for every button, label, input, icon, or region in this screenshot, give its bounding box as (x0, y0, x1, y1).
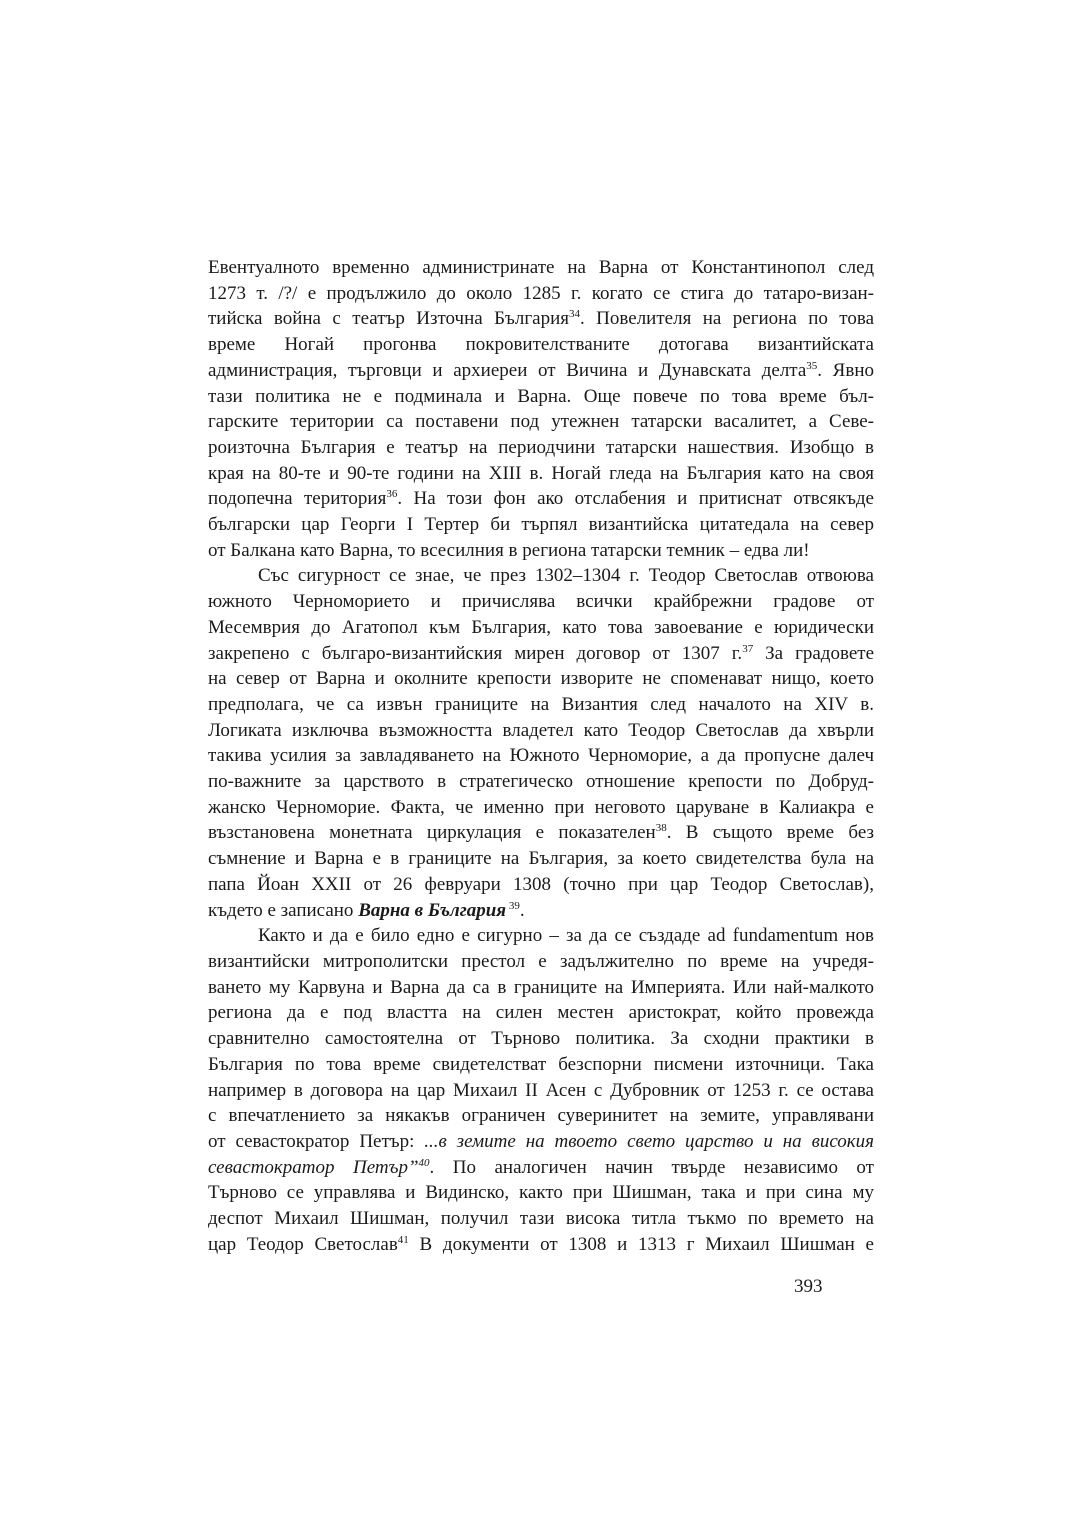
text-line (208, 255, 874, 281)
text-segment: тази политика не е подминала и Варна. Още повече по това време бъл- (208, 385, 874, 407)
text-line (208, 1129, 874, 1155)
text-segment: Месемврия до Агатопол към България, като това завоевание е юридически (208, 616, 874, 638)
text-line (208, 1155, 874, 1181)
text-line (208, 384, 874, 410)
text-line (208, 563, 874, 589)
text-segment: по-важните за царството в стратегическо отношение крепости по Добруд- (208, 771, 874, 793)
text-line (208, 743, 874, 769)
text-line (208, 949, 874, 975)
text-line (208, 1206, 874, 1232)
page-number: 393 (794, 1276, 823, 1297)
text-segment: закрепено с българо-византийския мирен договор от 1307 г. (208, 642, 743, 664)
emphasized-text: ...в земите на твоето свето царство и на високия (424, 1130, 874, 1152)
text-segment: . (519, 899, 525, 921)
footnote-reference: 39 (506, 899, 520, 912)
text-segment: В документи от 1308 и 1313 г Михаил Шишман е (408, 1233, 874, 1255)
text-segment: Със сигурност се знае, че през 1302–1304 г. Теодор Светослав отвоюва (258, 565, 874, 587)
text-line (208, 795, 874, 821)
text-segment: например в договора на цар Михаил II Асен с Дубровник от 1253 г. се остава (208, 1079, 874, 1101)
text-segment: България по това време свидетелстват безспорни писмени източници. Така (208, 1053, 874, 1075)
text-segment: . Явно (817, 359, 874, 381)
text-line (208, 769, 874, 795)
text-segment: от севастократор Петър: (208, 1130, 425, 1152)
text-segment: предполага, че са извън границите на Византия след началото на XIV в. (208, 693, 874, 715)
emphasized-text: Варна в България (358, 899, 507, 921)
body-text (208, 255, 874, 1257)
text-segment: възстановена монетната циркулация е показателен (208, 822, 656, 844)
text-line (208, 306, 874, 332)
text-line (208, 486, 874, 512)
text-line (208, 1103, 874, 1129)
text-line (208, 409, 874, 435)
text-line (208, 1026, 874, 1052)
text-segment: региона да е под властта на силен местен аристократ, който провежда (208, 1002, 874, 1024)
text-segment: време Ногай прогонва покровителстваните дотогава византийската (208, 334, 874, 356)
paragraph (208, 563, 874, 923)
text-segment: . По аналогичен начин твърде независимо от (429, 1156, 874, 1178)
paragraph (208, 923, 874, 1257)
text-segment: византийски митрополитски престол е задължително по време на учредя- (208, 950, 874, 972)
footnote-reference: 34 (569, 308, 580, 321)
text-segment: Както и да е било едно е сигурно – за да се създаде ad fundamentum нов (258, 925, 874, 947)
emphasized-text: севастократор Петър” (208, 1156, 419, 1178)
text-segment: края на 80-те и 90-те години на XIII в. Ногай гледа на България като на своя (208, 462, 874, 484)
text-segment: подопечна територия (208, 488, 387, 510)
text-line (208, 1000, 874, 1026)
text-line (208, 820, 874, 846)
text-segment: . Повелителя на региона по това (580, 308, 875, 330)
text-segment: гарските територии са поставени под утежнен татарски васалитет, а Севе- (208, 411, 874, 433)
text-segment: български цар Георги I Тертер би търпял византийска цитатедала на север (208, 514, 874, 536)
text-segment: тийска война с театър Източна България (208, 308, 569, 330)
text-segment: съмнение и Варна е в границите на България, за което свидетелства була на (208, 848, 874, 870)
text-line (208, 923, 874, 949)
text-segment: от Балкана като Варна, то всесилния в региона татарски темник – едва ли! (208, 539, 810, 561)
text-line (208, 589, 874, 615)
text-line (208, 461, 874, 487)
text-line (208, 975, 874, 1001)
text-segment: Евентуалното временно администринате на Варна от Константинопол след (208, 257, 874, 278)
text-line (208, 512, 874, 538)
footnote-reference: 41 (397, 1233, 409, 1246)
text-line (208, 538, 874, 564)
footnote-reference: 40 (418, 1156, 430, 1169)
text-segment: цар Теодор Светослав (208, 1233, 398, 1255)
text-line (208, 641, 874, 667)
text-segment: ването му Карвуна и Варна да са в границите на Империята. Или най-малкото (208, 976, 874, 998)
paragraph (208, 255, 874, 563)
text-segment: с впечатлението за някакъв ограничен суверинитет на земите, управлявани (208, 1105, 874, 1127)
footnote-reference: 38 (655, 822, 667, 835)
text-segment: Търново се управлява и Видинско, както при Шишман, така и при сина му (208, 1182, 874, 1204)
text-segment: жанско Черноморие. Факта, че именно при неговото царуване в Калиакра е (208, 796, 874, 818)
text-segment: сравнително самостоятелна от Търново политика. За сходни практики в (208, 1028, 874, 1050)
text-segment: 1273 т. /?/ е продължило до около 1285 г. когато се стига до татаро-визан- (208, 282, 874, 304)
text-line (208, 281, 874, 307)
text-line (208, 1052, 874, 1078)
footnote-reference: 35 (806, 359, 818, 372)
text-segment: За градовете (753, 642, 875, 664)
footnote-reference: 37 (742, 642, 754, 655)
text-line (208, 615, 874, 641)
text-segment: папа Йоан XXII от 26 февруари 1308 (точно при цар Теодор Светослав), (208, 873, 874, 895)
footnote-reference: 36 (386, 488, 398, 501)
text-line (208, 358, 874, 384)
text-line (208, 1232, 874, 1258)
text-segment: където е записано (208, 899, 359, 921)
text-segment: на север от Варна и околните крепости изворите не споменават нищо, което (208, 668, 874, 690)
text-segment: роизточна България е театър на периодчини татарски нашествия. Изобщо в (208, 436, 874, 458)
text-segment: . В същото време без (666, 822, 874, 844)
text-line (208, 666, 874, 692)
text-line (208, 718, 874, 744)
text-line (208, 1180, 874, 1206)
text-segment: южното Черноморието и причислява всички крайбрежни градове от (208, 591, 874, 613)
text-line (208, 332, 874, 358)
text-line (208, 692, 874, 718)
text-segment: деспот Михаил Шишман, получил тази висока титла тъкмо по времето на (208, 1208, 874, 1230)
text-line (208, 898, 874, 924)
text-line (208, 435, 874, 461)
text-segment: . На този фон ако отслабения и притиснат отвсякъде (397, 488, 874, 510)
text-line (208, 872, 874, 898)
text-line (208, 846, 874, 872)
text-line (208, 1078, 874, 1104)
text-segment: администрация, търговци и архиереи от Вичина и Дунавската делта (208, 359, 807, 381)
text-segment: Логиката изключва възможността владетел като Теодор Светослав да хвърли (208, 719, 874, 741)
text-segment: такива усилия за завладяването на Южното Черноморие, а да пропусне далеч (208, 745, 874, 767)
